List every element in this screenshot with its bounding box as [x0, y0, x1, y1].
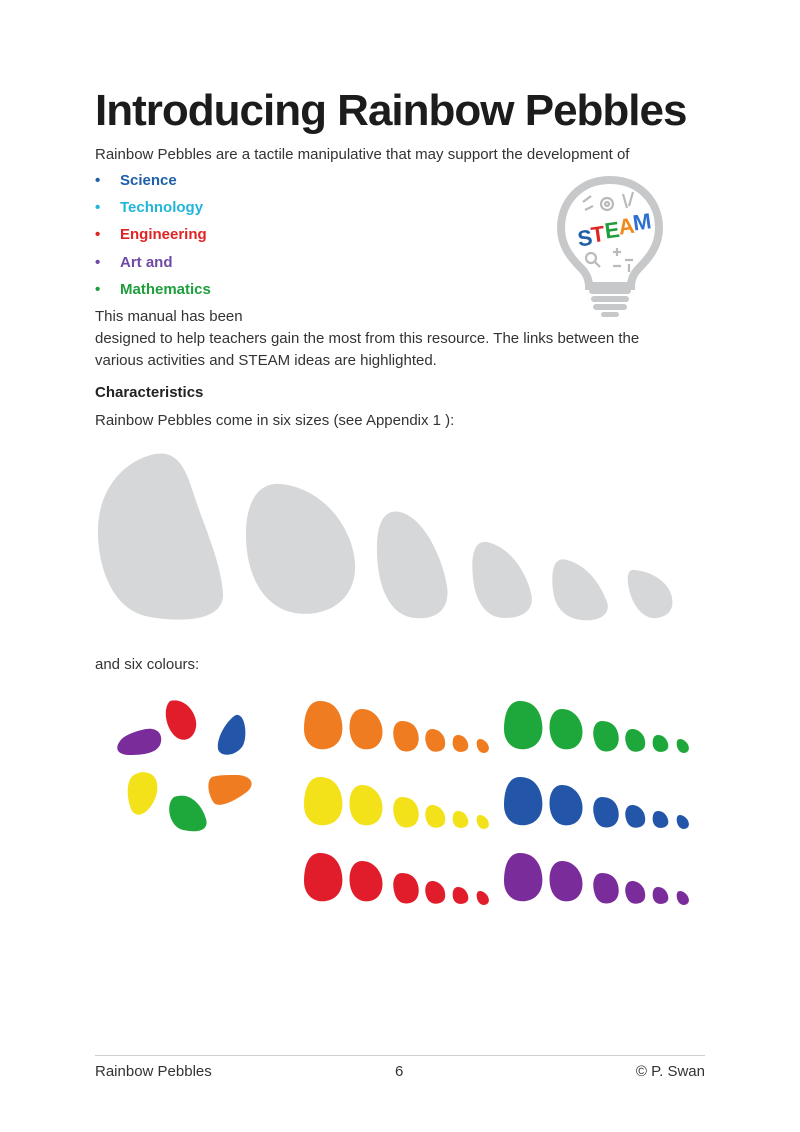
pebble: [350, 709, 383, 749]
pebble: [350, 861, 383, 901]
pebble-size-6: [628, 570, 673, 618]
pebble: [677, 891, 689, 905]
bulb-base: [589, 288, 631, 317]
pebble: [393, 721, 418, 752]
steam-letter: T: [589, 220, 607, 248]
pebble: [477, 739, 489, 753]
pebble: [304, 853, 342, 901]
manual-text-line-1: This manual has been: [95, 308, 243, 325]
pebble-size-3: [377, 511, 448, 618]
pebble: [453, 811, 469, 828]
steam-label: Engineering: [120, 226, 207, 244]
pebble-colours-circle: [110, 695, 260, 835]
pebble-sizes-illustration: [95, 448, 685, 628]
manual-text-line-3: various activities and STEAM ideas are highlighted.: [95, 352, 437, 369]
pebble: [425, 729, 445, 752]
pebble: [477, 891, 489, 905]
set-purple: [504, 853, 689, 905]
pebble-green: [169, 796, 206, 832]
pebble: [677, 739, 689, 753]
pebble: [625, 881, 645, 904]
bullet-icon: •: [95, 172, 101, 189]
bullet-icon: •: [95, 253, 101, 271]
pebble-size-4: [472, 542, 532, 618]
steam-label: Technology: [120, 199, 204, 217]
bullet-icon: •: [95, 199, 101, 217]
page-title: Introducing Rainbow Pebbles: [95, 86, 687, 135]
pebble: [453, 735, 469, 752]
steam-label: Mathematics: [120, 280, 211, 298]
pebble-size-2: [246, 484, 355, 614]
pebble-colour-sets: [300, 695, 700, 920]
pebble-orange: [208, 775, 251, 805]
steam-word: [575, 208, 654, 251]
pebble: [504, 701, 542, 749]
steam-item-mathematics: [95, 279, 211, 306]
bullet-icon: •: [95, 226, 101, 244]
pebble: [653, 811, 669, 828]
steam-label: Art and: [120, 253, 173, 271]
sizes-text: Rainbow Pebbles come in six sizes (see Appendix 1 ):: [95, 412, 455, 429]
pebble: [304, 701, 342, 749]
pebble: [504, 777, 542, 825]
pebble-size-5: [552, 559, 607, 620]
pebble: [653, 735, 669, 752]
bullet-icon: •: [95, 280, 101, 298]
pebble: [593, 721, 618, 752]
pebble: [625, 729, 645, 752]
pebble-yellow: [128, 772, 158, 814]
footer-divider: [95, 1055, 705, 1056]
steam-letter: S: [575, 224, 594, 252]
steam-label: Science: [120, 172, 177, 189]
pebble: [425, 881, 445, 904]
pebble: [393, 797, 418, 828]
set-blue: [504, 777, 689, 829]
intro-text: Rainbow Pebbles are a tactile manipulative that may support the development of: [95, 146, 630, 163]
steam-item-art: [95, 252, 211, 279]
pebble: [304, 777, 342, 825]
pebble: [453, 887, 469, 904]
steam-list: [95, 170, 211, 306]
steam-item-science: [95, 170, 211, 197]
pebble-blue: [218, 715, 246, 755]
steam-letter: M: [631, 208, 653, 236]
characteristics-heading: Characteristics: [95, 384, 204, 401]
pebble: [504, 853, 542, 901]
set-red: [304, 853, 489, 905]
pebble: [550, 861, 583, 901]
pebble: [350, 785, 383, 825]
steam-item-technology: [95, 197, 211, 224]
colours-text: and six colours:: [95, 656, 200, 673]
pebble-red: [166, 700, 196, 739]
footer-left: Rainbow Pebbles: [95, 1063, 212, 1080]
steam-item-engineering: [95, 224, 211, 251]
page-number: 6: [395, 1063, 404, 1080]
footer-right: © P. Swan: [635, 1063, 705, 1080]
pebble: [550, 785, 583, 825]
pebble-purple: [117, 729, 161, 755]
steam-lightbulb-logo: [555, 176, 665, 318]
pebble: [425, 805, 445, 828]
steam-letter: E: [603, 216, 622, 244]
pebble: [625, 805, 645, 828]
pebble-size-1: [98, 454, 223, 620]
steam-letter: A: [616, 212, 636, 240]
pebble: [653, 887, 669, 904]
pebble: [550, 709, 583, 749]
set-yellow: [304, 777, 489, 829]
pebble: [593, 797, 618, 828]
pebble: [677, 815, 689, 829]
pebble: [593, 873, 618, 904]
set-orange: [304, 701, 489, 753]
set-green: [504, 701, 689, 753]
manual-text-line-2: designed to help teachers gain the most from this resource. The links between the: [95, 330, 640, 347]
pebble: [393, 873, 418, 904]
pebble: [477, 815, 489, 829]
